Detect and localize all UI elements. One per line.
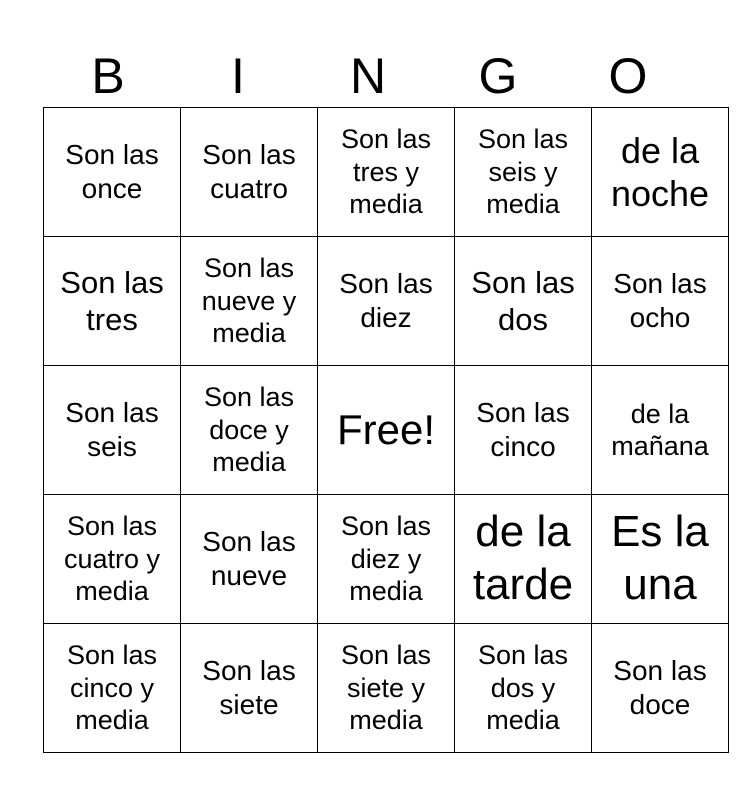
bingo-cell: Es la una: [592, 495, 729, 624]
bingo-cell: Son las cuatro y media: [44, 495, 181, 624]
bingo-cell: Son las dos y media: [455, 624, 592, 753]
header-letter-i: I: [231, 48, 245, 104]
bingo-cell: Son las seis y media: [455, 108, 592, 237]
bingo-cell: de la noche: [592, 108, 729, 237]
free-space-cell: Free!: [318, 366, 455, 495]
bingo-cell: Son las diez y media: [318, 495, 455, 624]
bingo-cell: Son las cinco y media: [44, 624, 181, 753]
header-letter-b: B: [91, 48, 125, 104]
header-letter-n: N: [349, 48, 387, 104]
bingo-cell: Son las dos: [455, 237, 592, 366]
header-letter-g: G: [478, 48, 518, 104]
header-letter-o: O: [608, 48, 648, 104]
bingo-cell: Son las diez: [318, 237, 455, 366]
bingo-card: [43, 107, 729, 753]
bingo-cell: de la tarde: [455, 495, 592, 624]
bingo-cell: Son las cinco: [455, 366, 592, 495]
bingo-cell: Son las siete y media: [318, 624, 455, 753]
bingo-cell: Son las siete: [181, 624, 318, 753]
bingo-row: [44, 237, 729, 366]
bingo-cell: Son las nueve y media: [181, 237, 318, 366]
bingo-cell: Son las nueve: [181, 495, 318, 624]
bingo-cell: de la mañana: [592, 366, 729, 495]
bingo-cell: Son las doce y media: [181, 366, 318, 495]
bingo-row: [44, 366, 729, 495]
bingo-cell: Son las seis: [44, 366, 181, 495]
bingo-row: [44, 624, 729, 753]
bingo-cell: Son las doce: [592, 624, 729, 753]
bingo-cell: Son las cuatro: [181, 108, 318, 237]
bingo-cell: Son las once: [44, 108, 181, 237]
bingo-cell: Son las tres: [44, 237, 181, 366]
bingo-header: [43, 46, 693, 106]
bingo-row: [44, 108, 729, 237]
bingo-row: [44, 495, 729, 624]
bingo-cell: Son las ocho: [592, 237, 729, 366]
bingo-cell: Son las tres y media: [318, 108, 455, 237]
